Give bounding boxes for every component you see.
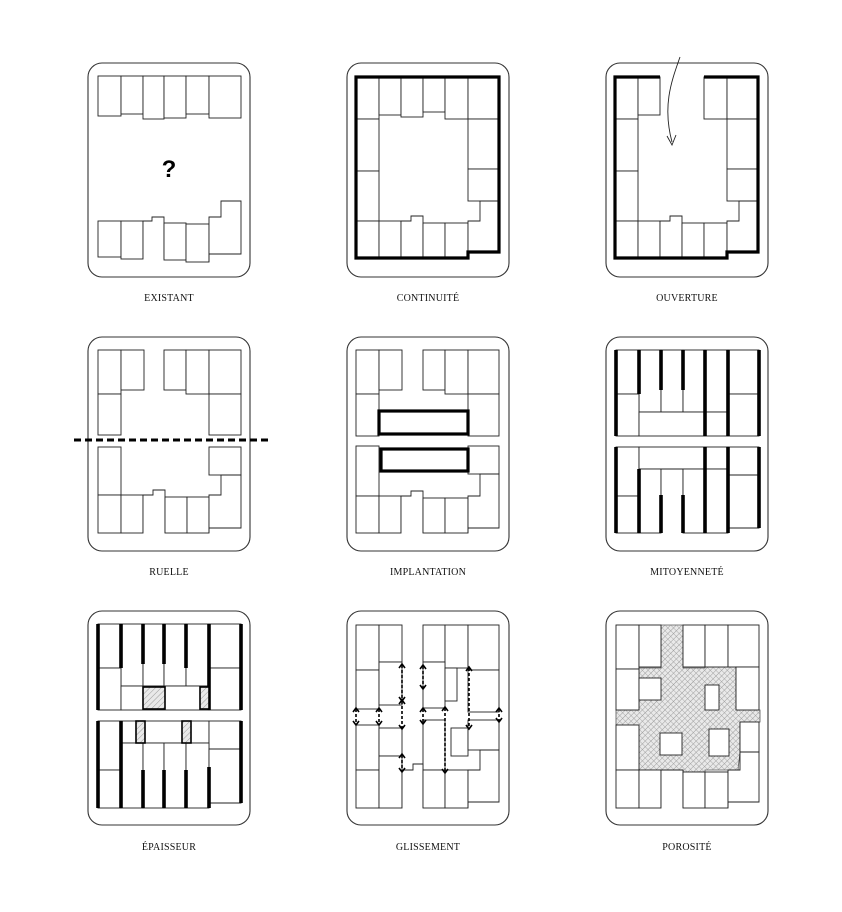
panel-ruelle (74, 337, 268, 551)
caption-mitoyennete: MITOYENNETÉ (650, 567, 724, 578)
panel-glissement (347, 611, 509, 825)
caption-implantation: IMPLANTATION (389, 567, 467, 578)
caption-epaisseur: ÉPAISSEUR (141, 842, 197, 853)
caption-ruelle: RUELLE (149, 567, 189, 578)
caption-continuite: CONTINUITÉ (396, 293, 460, 304)
panel-porosite (606, 611, 768, 825)
question-mark: ? (161, 156, 177, 183)
panel-epaisseur (88, 611, 250, 825)
panel-mitoyennete (606, 337, 768, 551)
caption-glissement: GLISSEMENT (395, 842, 461, 853)
panel-ouverture (606, 57, 768, 277)
panel-continuite (347, 63, 509, 277)
caption-existant: EXISTANT (144, 293, 194, 304)
panel-implantation (347, 337, 509, 551)
caption-porosite: POROSITÉ (662, 842, 712, 853)
caption-ouverture: OUVERTURE (656, 293, 718, 304)
panel-existant (88, 63, 250, 277)
north-buildings (98, 76, 241, 119)
